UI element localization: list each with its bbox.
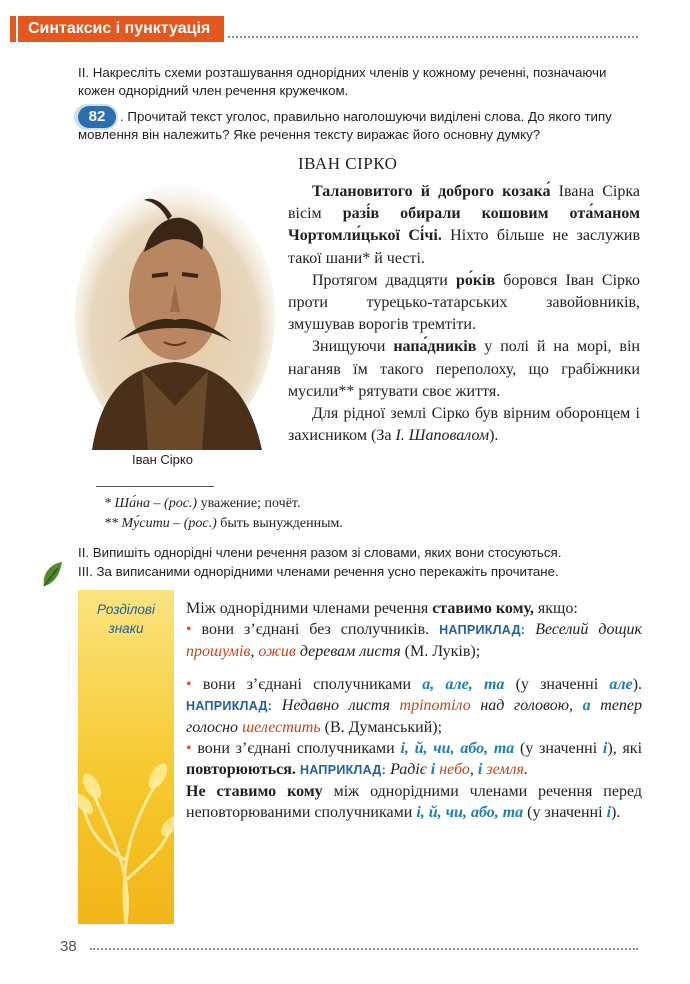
- sidebar-label: Розділові знаки: [97, 602, 155, 636]
- rule-bullet-2: • вони з’єднані сполучниками а, але, та (у значенні але). НАПРИКЛАД: Недавно листя тріпотіло над головою, а тепер голосно шелестить (В. Думанський);: [186, 676, 643, 736]
- exercise-instruction: . Прочитай текст уголос, правильно наголошуючи виділені слова. До якого типу мовлення він належить? Яке речення тексту виражає його основну думку?: [78, 109, 612, 142]
- portrait-caption: Іван Сірко: [132, 452, 193, 467]
- ornament-icon: [78, 680, 174, 924]
- paragraph-1: Талановитого й доброго козака́ Івана Сірка вісім разі́в обирали кошовим ота́маном Чортомли́цької Сі́чі. Ніхто більше не заслужив такої шани* й честі.: [288, 183, 641, 267]
- main-text: [288, 181, 640, 447]
- portrait-image: [72, 166, 278, 450]
- leaf-icon: [40, 560, 64, 590]
- paragraph-4: Для рідної землі Сірко був вірним оборонцем і захисником (За І. Шаповалом).: [288, 405, 640, 445]
- text-title: ІВАН СІРКО: [298, 154, 398, 173]
- paragraph-2: Протягом двадцяти ро́ків боровся Іван Сірко проти турецько-татарських завойовників, змушував ворогів тремтіти.: [288, 271, 641, 334]
- footnote-rule: [96, 486, 214, 487]
- task-iii-bottom: III. За виписаними однорідними членами речення усно перекажіть прочитане.: [78, 564, 559, 579]
- footnote-1: * Ша́на – (рос.) уважение; почёт.: [104, 496, 301, 511]
- task-ii-top: II. Накресліть схеми розташування однорідних членів у кожному реченні, позначаючи кожен однорідний член речення кружечком.: [78, 65, 607, 98]
- rule-intro: Між однорідними членами речення ставимо кому, якщо:: [186, 600, 578, 617]
- rule-bullet-1: • вони з’єднані без сполучників. НАПРИКЛАД: Веселий дощик прошумів, ожив деревам листя (М. Луків);: [186, 621, 643, 660]
- footnote-2: ** Му́сити – (рос.) быть вынужденным.: [104, 516, 343, 531]
- task-ii-bottom: II. Випишіть однорідні члени речення разом зі словами, яких вони стосуються.: [78, 545, 562, 560]
- rule-text: [186, 598, 642, 823]
- paragraph-3: Знищуючи напа́дників у полі й на морі, він наганяв їм такого переполоху, що грабіжники мусили** рятувати своє життя.: [288, 338, 640, 400]
- header-stripe: [10, 16, 16, 42]
- footer-dotted-line: [90, 948, 638, 950]
- exercise-number: 82: [78, 106, 116, 128]
- header-dotted-line: [228, 36, 638, 38]
- section-header: Синтаксис і пунктуація: [18, 16, 224, 42]
- rule-no-comma: Не ставимо кому між однорідними членами речення перед неповторюваними сполучниками і, й, чи, або, та (у значенні і).: [186, 783, 642, 821]
- rule-bullet-3: • вони з’єднані сполучниками і, й, чи, або, та (у значенні і), які повторюються. НАПРИКЛАД: Радіє і небо, і земля.: [186, 740, 643, 778]
- page-number: 38: [60, 938, 77, 955]
